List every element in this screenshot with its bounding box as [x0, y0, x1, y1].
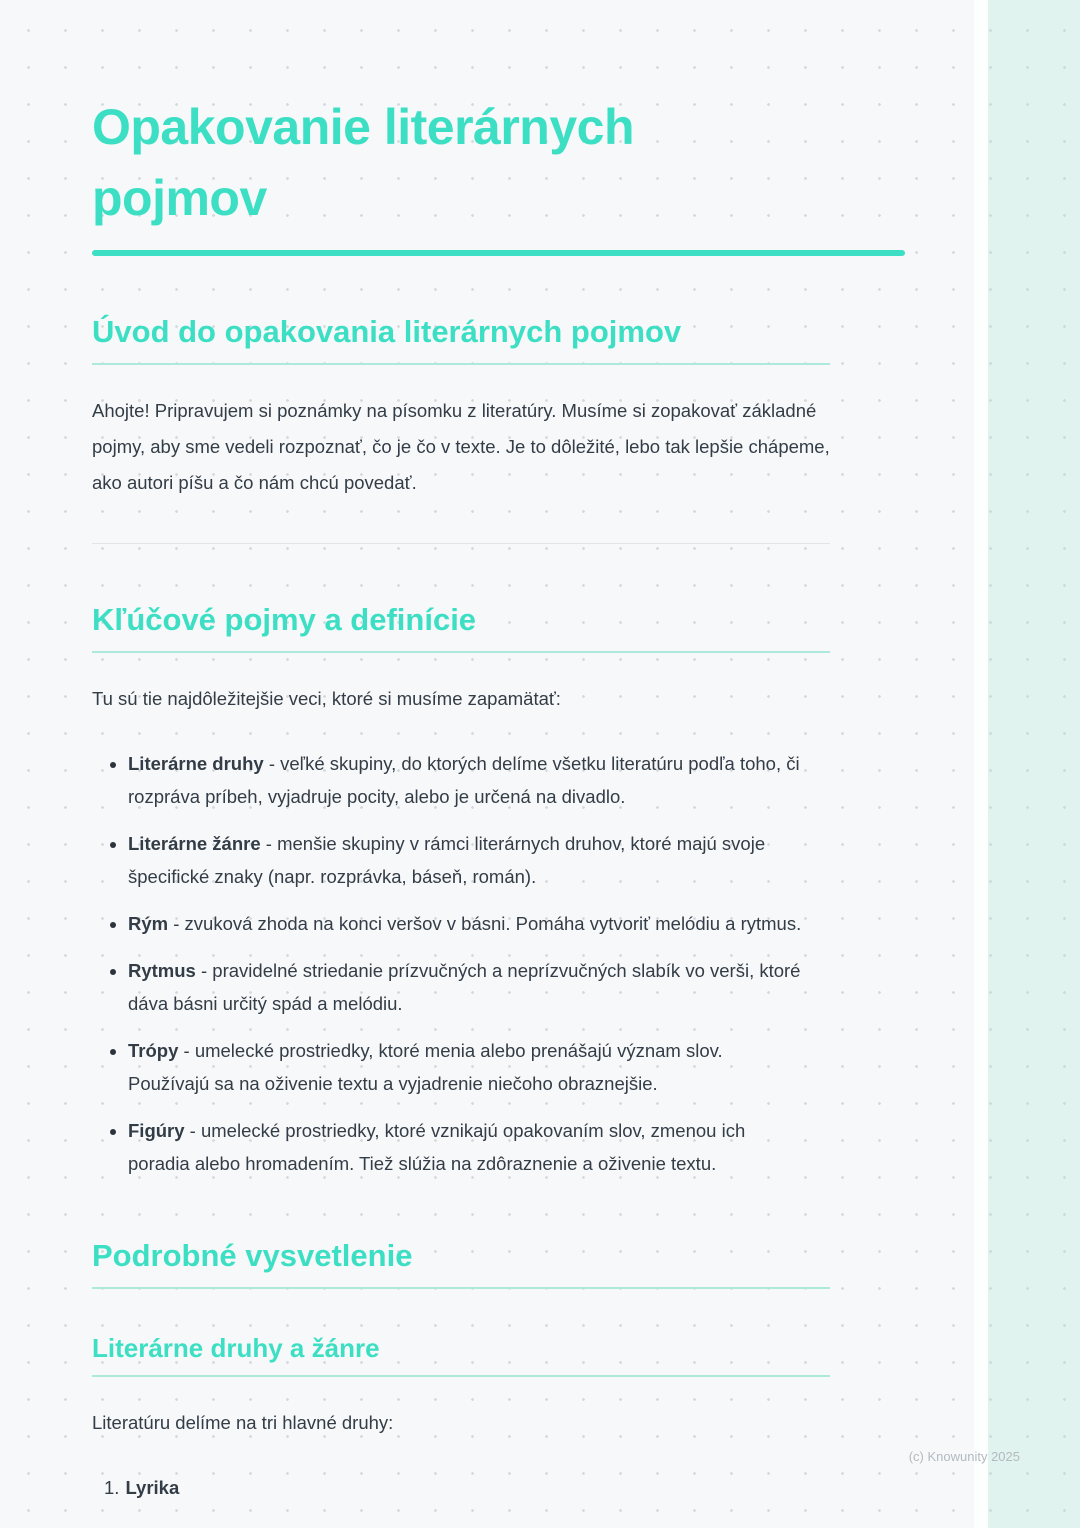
- page-edge-mint-strip: [988, 0, 1080, 1528]
- term-definition: - umelecké prostriedky, ktoré vznikajú opakovaním slov, zmenou ich poradia alebo hromadením. Tiež slúžia na zdôraznenie a oživenie textu.: [128, 1120, 746, 1174]
- term-definition: - zvuková zhoda na konci veršov v básni. Pomáha vytvoriť melódiu a rytmus.: [173, 913, 802, 934]
- term-list: [92, 747, 802, 1180]
- item-label: Lyrika: [125, 1477, 180, 1498]
- document-content: [92, 0, 905, 1504]
- term-definition: - pravidelné striedanie prízvučných a neprízvučných slabík vo verši, ktoré dáva básni určitý spád a melódiu.: [128, 960, 801, 1014]
- list-item-term: [128, 747, 802, 813]
- term-name: Rytmus: [128, 960, 196, 981]
- intro-paragraph: Ahojte! Pripravujem si poznámky na písomku z literatúry. Musíme si zopakovať základné pojmy, aby sme vedeli rozpoznať, čo je čo v texte. Je to dôležité, lebo tak lepšie chápeme, ako autori píšu a čo nám chcú povedať.: [92, 400, 830, 493]
- numbered-list-item: [104, 1471, 905, 1504]
- copyright-footer: (c) Knowunity 2025: [908, 1449, 1020, 1464]
- term-name: Figúry: [128, 1120, 185, 1141]
- list-item-term: [128, 954, 802, 1020]
- term-definition: - umelecké prostriedky, ktoré menia alebo prenášajú význam slov. Používajú sa na oživenie textu a vyjadrenie niečoho obraznejšie.: [128, 1040, 723, 1094]
- section-heading-key-terms: Kľúčové pojmy a definície: [92, 602, 830, 653]
- list-item-term: [128, 907, 802, 940]
- list-item-term: [128, 1034, 802, 1100]
- section-heading-detail: Podrobné vysvetlenie: [92, 1238, 830, 1289]
- title-accent-rule: [92, 250, 905, 256]
- term-name: Rým: [128, 913, 169, 934]
- sub-heading-genres: Literárne druhy a žánre: [92, 1333, 830, 1377]
- list-item-term: [128, 1114, 802, 1180]
- term-definition: - veľké skupiny, do ktorých delíme všetku literatúru podľa toho, či rozpráva príbeh, vyjadruje pocity, alebo je určená na divadlo.: [128, 753, 800, 807]
- key-terms-lead: Tu sú tie najdôležitejšie veci, ktoré si musíme zapamätať:: [92, 688, 561, 709]
- section-heading-intro: Úvod do opakovania literárnych pojmov: [92, 314, 830, 365]
- term-name: Literárne žánre: [128, 833, 261, 854]
- section-divider: [92, 543, 830, 544]
- list-item-term: [128, 827, 802, 893]
- item-number: 1.: [104, 1477, 120, 1498]
- term-name: Trópy: [128, 1040, 179, 1061]
- page-edge-white-band: [974, 0, 988, 1528]
- term-name: Literárne druhy: [128, 753, 264, 774]
- detail-lead: Literatúru delíme na tri hlavné druhy:: [92, 1412, 394, 1433]
- term-definition: - menšie skupiny v rámci literárnych druhov, ktoré majú svoje špecifické znaky (napr. rozprávka, báseň, román).: [128, 833, 766, 887]
- page-title: Opakovanie literárnych pojmov: [92, 99, 635, 226]
